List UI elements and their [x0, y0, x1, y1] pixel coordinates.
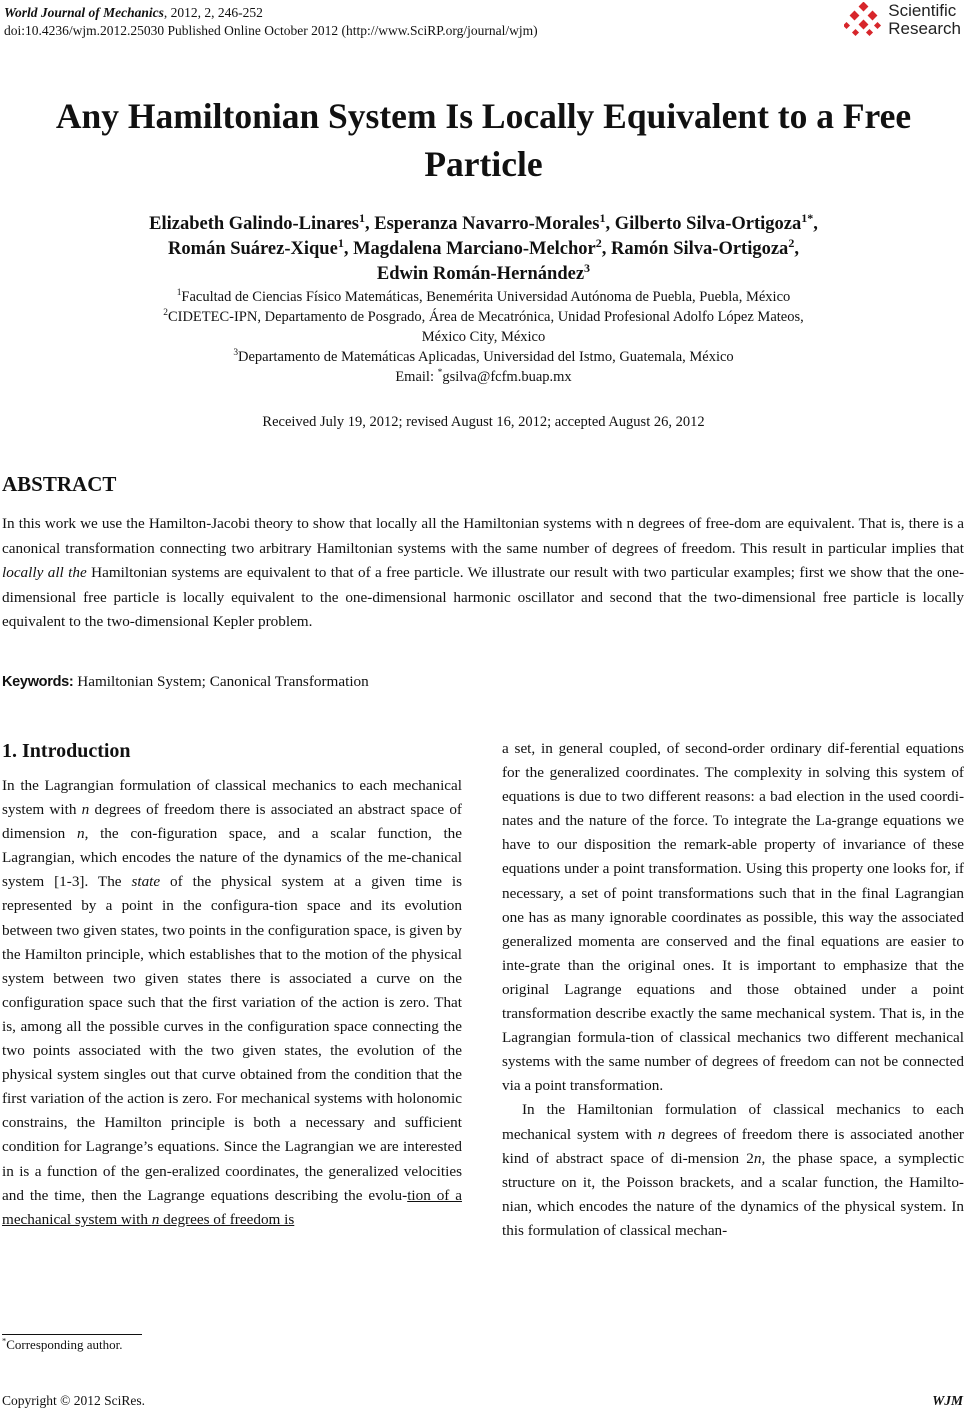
email-line [0, 367, 967, 387]
doi-line: doi:10.4236/wjm.2012.25030 Published Online October 2012 (http://www.SciRP.org/journal/wjm) [4, 23, 538, 38]
email-address[interactable]: gsilva@fcfm.buap.mx [442, 369, 572, 385]
affiliation-2-continued: México City, México [421, 329, 546, 345]
author-line-3 [0, 262, 967, 287]
math-var: n [753, 1149, 762, 1167]
text-run: degrees of freedom is [159, 1210, 295, 1228]
abstract-emphasis: locally all the [2, 564, 87, 581]
received-dates: Received July 19, 2012; revised August 16, 2012; accepted August 26, 2012 [262, 414, 705, 430]
footnote-rule [2, 1334, 142, 1335]
text-run: degrees of freedom there is associated another kind of abstract space of di-mension 2 [502, 1125, 964, 1167]
affiliation-mark: 3 [233, 348, 239, 359]
journal-abbrev-footer: WJM [932, 1393, 963, 1408]
author-affil-mark: 1 [337, 235, 344, 250]
math-var: n [76, 825, 85, 843]
math-var: n [81, 801, 90, 819]
abstract-text [2, 512, 964, 635]
author-affil-mark: 1 [358, 210, 365, 225]
author-affil-mark: 1* [801, 210, 814, 225]
affiliation-2 [0, 307, 967, 327]
author-affil-mark: 2 [595, 235, 602, 250]
affiliations [0, 287, 967, 387]
affiliation-text: CIDETEC-IPN, Departamento de Posgrado, Área de Mecatrónica, Unidad Profesional Adolfo López Mateos, [167, 309, 804, 325]
affiliation-text: Facultad de Ciencias Físico Matemáticas, Benemérita Universidad Autónoma de Puebla, Puebla, México [181, 289, 791, 305]
author-name: , Magdalena Marciano-Melchor [343, 239, 596, 259]
text-run: , the con-figuration space, and a scalar function, the Lagrangian, which encodes the nature of the dynamics of the me-chanical system [1-3]. The [2, 825, 462, 891]
intro-paragraph-1-continued: a set, in general coupled, of second-order ordinary dif-ferential equations for the generalized coordinates. The complexity in solving this system of equations is due to two different reasons: a bad election in the used coordi-nates and the nature of the force. To integrate the La-grange equations we have to our disposition the remark-able property of invariance of these equations under a point transformation. Using this property one looks for, if necessary, a set of point transformations such that in the final Lagrangian one has as many ignorable coordinates as possible, this way the associated generalized momenta are conserved and the final equations are easier to inte-grate than the original ones. It is important to emphasize that the original Lagrange equations and those obtained under a point transformation describe exactly the same mechanical system. That is, in the Lagrangian formula-tion of classical mechanics two different mechanical systems with the same number of degrees of freedom can not be connected via a point transformation. [502, 740, 964, 1095]
math-var: n [151, 1210, 160, 1228]
emphasis: state [131, 873, 161, 891]
keywords-label: Keywords: [2, 674, 74, 690]
footnote-text: Corresponding author. [6, 1337, 123, 1352]
text-run: , the phase space, a symplectic structure on it, the Poisson brackets, and a scalar function, the Hamilto-nian, which encodes the nature of the dynamics of the physical system. In this formulation of classical mechan- [502, 1149, 964, 1239]
email-mark: * [437, 368, 443, 379]
title-line-2: Particle [424, 144, 543, 184]
logo-line-1: Scientific [888, 1, 957, 20]
author-list [0, 212, 967, 287]
affiliation-text: Departamento de Matemáticas Aplicadas, Universidad del Istmo, Guatemala, México [238, 349, 734, 365]
author-name: , Ramón Silva-Ortigoza [601, 239, 789, 259]
affiliation-1 [0, 287, 967, 307]
text-run: degrees of freedom there is associated an abstract space of dimension [2, 801, 462, 843]
journal-header [4, 4, 538, 40]
right-column [502, 737, 964, 1243]
journal-issue: , 2012, 2, 246-252 [163, 5, 263, 20]
footnote [2, 1337, 122, 1353]
footnote-mark: * [2, 1335, 7, 1346]
intro-paragraph-2 [502, 1098, 964, 1243]
author-affil-mark: 3 [584, 260, 591, 275]
section-heading-introduction: 1. Introduction [2, 740, 131, 762]
author-name: Elizabeth Galindo-Linares [149, 214, 359, 234]
scientific-research-logo-icon [844, 2, 884, 40]
author-line-2 [0, 237, 967, 262]
abstract-part: In this work we use the Hamilton-Jacobi theory to show that locally all the Hamiltonian systems with n degrees of free-dom are equivalent. That is, there is a canonical transformation connecting two arbitrary Hamiltonian systems with the same number of degrees of freedom. This result in particular implies that [2, 515, 964, 557]
text-run: In the Lagrangian formulation of classical mechanics to each mechanical system with [2, 777, 462, 819]
text-run: In the Hamiltonian formulation of classical mechanics to each mechanical system with [502, 1101, 964, 1143]
author-separator: , [794, 239, 799, 259]
title-line-1: Any Hamiltonian System Is Locally Equivalent to a Free [55, 96, 912, 136]
paper-title [0, 92, 967, 188]
author-name: , Gilberto Silva-Ortigoza [605, 214, 802, 234]
publisher-logo [844, 2, 961, 40]
copyright-footer: Copyright © 2012 SciRes. [2, 1393, 146, 1408]
email-label: Email: [395, 369, 438, 385]
keywords [2, 673, 369, 691]
text-run: of the physical system at a given time is represented by a point in the configura-tion space and its evolution between two given states, two points in the configuration space, is given by the Hamilton principle, which establishes that to the motion of the physical system between two given states there is associated a curve on the configuration space such that the first variation of the action is zero. That is, among all the possible curves in the configuration space connecting the two points associated with the two given states, the evolution of the physical system singles out that curve obtained from the condition that the first variation of the action is zero. For mechanical systems with holonomic constrains, the Hamilton principle is both a necessary and sufficient condition for Lagrange’s equations. Since the Lagrangian we are interested in is a function of the gen-eralized coordinates, the generalized velocities and the time, then the Lagrange equations describing the evolu- [2, 873, 462, 1204]
keywords-text: Hamiltonian System; Canonical Transformation [73, 673, 369, 690]
math-var: n [657, 1125, 666, 1143]
affiliation-mark: 2 [163, 308, 168, 319]
text-run: tion of a mechanical system with [2, 1186, 462, 1228]
author-name: , Esperanza Navarro-Morales [365, 214, 600, 234]
intro-paragraph-1 [2, 774, 462, 1232]
journal-citation [4, 4, 538, 22]
affiliation-mark: 1 [176, 288, 182, 299]
author-name: Edwin Román-Hernández [376, 264, 585, 284]
logo-line-2: Research [888, 19, 961, 38]
author-line-1 [0, 212, 967, 237]
abstract-part: Hamiltonian systems are equivalent to that of a free particle. We illustrate our result with two particular examples; first we show that the one-dimensional free particle is locally equivalent to the one-dimensional harmonic oscillator and second that the two-dimensional free particle is locally equivalent to the two-dimensional Kepler problem. [2, 564, 964, 630]
author-separator: , [813, 214, 818, 234]
author-affil-mark: 2 [788, 235, 795, 250]
abstract-heading: ABSTRACT [2, 472, 117, 496]
logo-wordmark [888, 2, 961, 38]
left-column [2, 738, 462, 1232]
author-name: Román Suárez-Xique [168, 239, 338, 259]
journal-name: World Journal of Mechanics [4, 5, 164, 20]
affiliation-3 [0, 347, 967, 367]
author-affil-mark: 1 [599, 210, 606, 225]
